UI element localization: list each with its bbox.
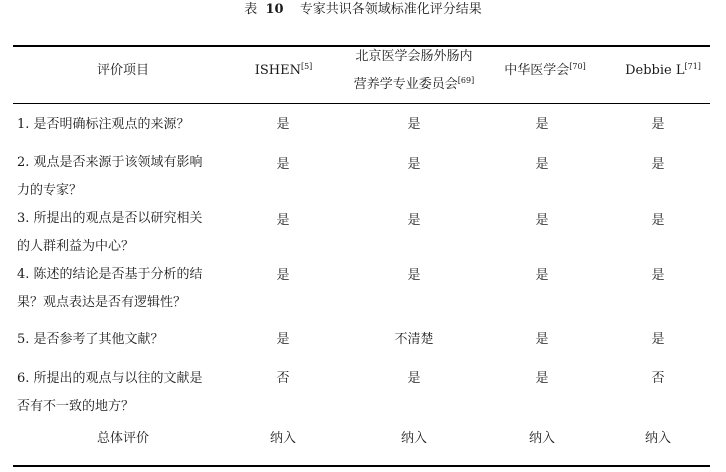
caption-title: 专家共识各领域标准化评分结果 bbox=[299, 2, 482, 17]
header-col-cma-ref: [70] bbox=[569, 62, 586, 71]
row-5-value-4: 是 bbox=[651, 332, 665, 347]
row-5-question-line1: 5. 是否参考了其他文献？ bbox=[17, 332, 164, 347]
table-row-4-question bbox=[17, 261, 222, 317]
row-5-value-2: 不清楚 bbox=[394, 332, 434, 347]
row-1-value-3: 是 bbox=[535, 117, 549, 132]
row-6-value-4: 否 bbox=[651, 371, 665, 386]
row-3-question-line2: 的人群利益为中心？ bbox=[17, 239, 135, 254]
summary-value-4: 纳入 bbox=[644, 431, 671, 446]
summary-label: 总体评价 bbox=[96, 431, 149, 446]
header-col-beijing-line1: 北京医学会肠外肠内 bbox=[355, 49, 473, 64]
table-caption bbox=[0, 0, 726, 22]
header-item: 评价项目 bbox=[96, 63, 149, 78]
row-1-question-line1: 1. 是否明确标注观点的来源？ bbox=[17, 117, 190, 132]
row-2-value-4: 是 bbox=[651, 157, 665, 172]
row-6-value-2: 是 bbox=[407, 371, 421, 386]
row-2-question-line2: 力的专家？ bbox=[17, 183, 83, 198]
summary-value-2: 纳入 bbox=[400, 431, 427, 446]
row-3-question-line1: 3. 所提出的观点是否以研究相关 bbox=[17, 211, 203, 226]
table-row-5-question bbox=[17, 326, 222, 354]
header-col-beijing-line2: 营养学专业委员会 bbox=[353, 77, 458, 92]
row-1-value-4: 是 bbox=[651, 117, 665, 132]
header-col-beijing bbox=[333, 43, 495, 99]
row-6-value-3: 是 bbox=[535, 371, 549, 386]
row-1-value-2: 是 bbox=[407, 117, 421, 132]
header-col-ishen-ref: [5] bbox=[300, 62, 313, 71]
row-4-value-1: 是 bbox=[276, 268, 290, 283]
row-1-value-1: 是 bbox=[276, 117, 290, 132]
table-row-3-question bbox=[17, 205, 222, 261]
row-4-question-line2: 果？观点表达是否有逻辑性？ bbox=[17, 295, 187, 310]
header-col-debbie bbox=[615, 57, 711, 85]
table-bottom-rule bbox=[13, 465, 710, 467]
summary-value-1: 纳入 bbox=[269, 431, 296, 446]
header-col-debbie-ref: [71] bbox=[684, 62, 701, 71]
header-col-ishen bbox=[236, 57, 331, 85]
row-5-value-1: 是 bbox=[276, 332, 290, 347]
row-4-value-3: 是 bbox=[535, 268, 549, 283]
row-3-value-4: 是 bbox=[651, 213, 665, 228]
header-col-beijing-ref: [69] bbox=[457, 76, 475, 85]
header-col-cma bbox=[497, 57, 593, 85]
row-4-value-2: 是 bbox=[407, 268, 421, 283]
row-2-value-1: 是 bbox=[276, 157, 290, 172]
row-3-value-2: 是 bbox=[407, 213, 421, 228]
row-5-value-3: 是 bbox=[535, 332, 549, 347]
row-4-question-line1: 4. 陈述的结论是否基于分析的结 bbox=[17, 267, 203, 282]
row-6-value-1: 否 bbox=[276, 371, 290, 386]
header-col-ishen-name: ISHEN bbox=[254, 63, 301, 78]
row-6-question-line2: 否有不一致的地方？ bbox=[17, 399, 135, 414]
header-col-debbie-name: Debbie L bbox=[625, 63, 685, 78]
table-header-rule bbox=[13, 103, 710, 104]
summary-value-3: 纳入 bbox=[528, 431, 555, 446]
row-2-question-line1: 2. 观点是否来源于该领域有影响 bbox=[17, 155, 203, 170]
header-col-cma-name: 中华医学会 bbox=[504, 63, 570, 78]
table-row-6-question bbox=[17, 365, 222, 421]
caption-number: 10 bbox=[265, 2, 284, 17]
row-2-value-2: 是 bbox=[407, 157, 421, 172]
row-4-value-4: 是 bbox=[651, 268, 665, 283]
row-6-question-line1: 6. 所提出的观点与以往的文献是 bbox=[17, 371, 203, 386]
table-row-1-question bbox=[17, 111, 222, 139]
row-3-value-3: 是 bbox=[535, 213, 549, 228]
caption-label: 表 bbox=[244, 2, 258, 17]
row-2-value-3: 是 bbox=[535, 157, 549, 172]
row-3-value-1: 是 bbox=[276, 213, 290, 228]
table-row-2-question bbox=[17, 149, 222, 205]
